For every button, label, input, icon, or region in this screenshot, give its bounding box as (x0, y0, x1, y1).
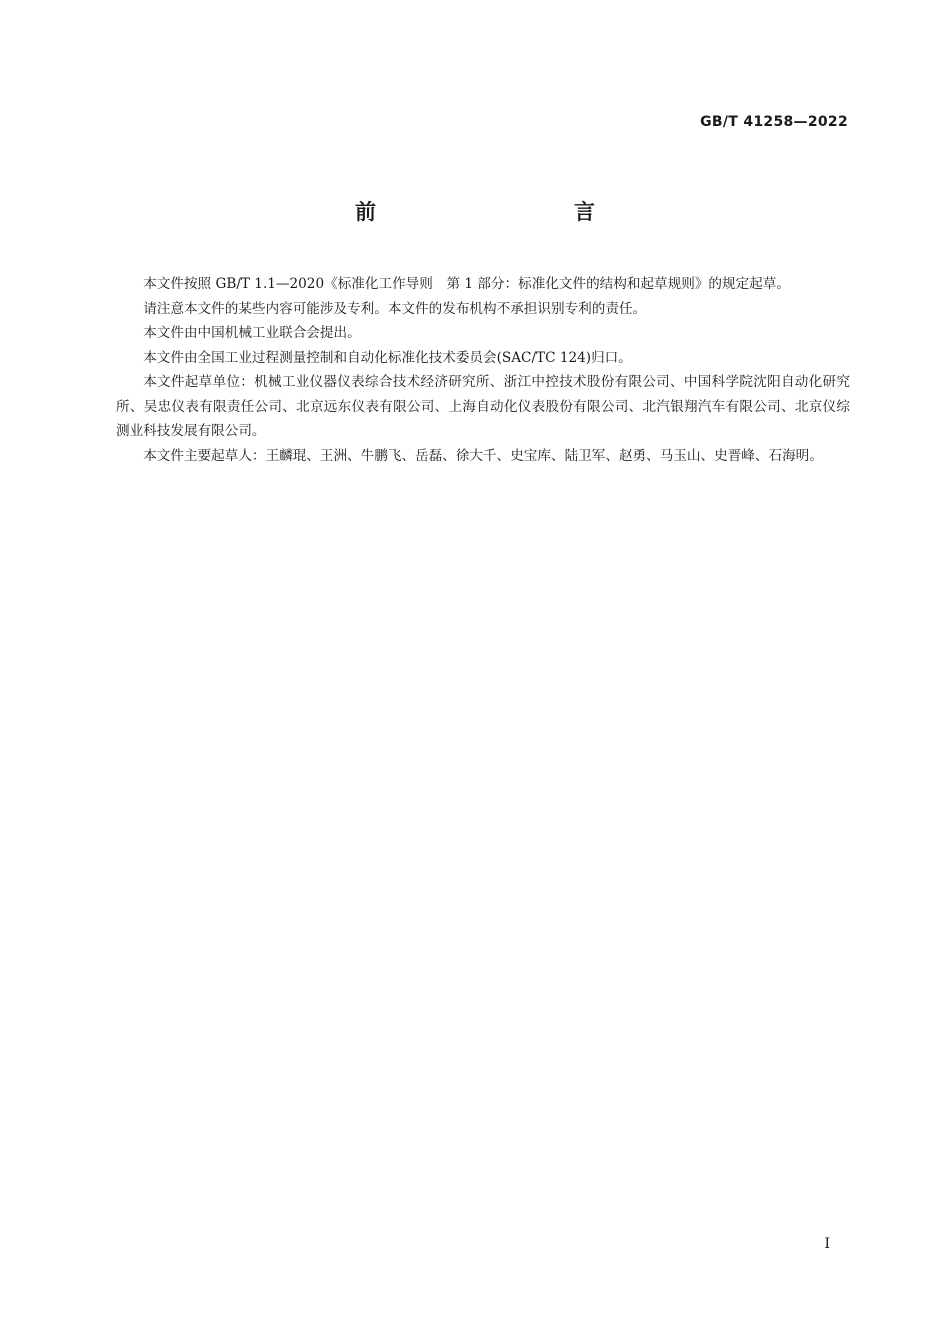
paragraph-committee: 本文件由全国工业过程测量控制和自动化标准化技术委员会(SAC/TC 124)归口。 (143, 349, 632, 366)
paragraph-drafters: 本文件主要起草人：王麟琨、王洲、牛鹏飞、岳磊、徐大千、史宝库、陆卫军、赵勇、马玉山、史晋峰、石海明。 (143, 447, 823, 464)
page-number: I (824, 1236, 830, 1252)
page-title: 前 言 (355, 200, 647, 224)
foreword-body (116, 272, 850, 468)
paragraph-drafting-units: 本文件起草单位：机械工业仪器仪表综合技术经济研究所、浙江中控技术股份有限公司、中国科学院沈阳自动化研究所、吴忠仪表有限责任公司、北京远东仪表有限公司、上海自动化仪表股份有限公司、北汽银翔汽车有限公司、北京仪综测业科技发展有限公司。 (116, 374, 850, 439)
paragraph-drafting-rules: 本文件按照 GB/T 1.1—2020《标准化工作导则 第 1 部分：标准化文件的结构和起草规则》的规定起草。 (143, 276, 790, 292)
paragraph-patent-notice: 请注意本文件的某些内容可能涉及专利。本文件的发布机构不承担识别专利的责任。 (143, 300, 647, 317)
standard-number: GB/T 41258—2022 (700, 114, 848, 130)
paragraph-proposer: 本文件由中国机械工业联合会提出。 (143, 325, 361, 341)
